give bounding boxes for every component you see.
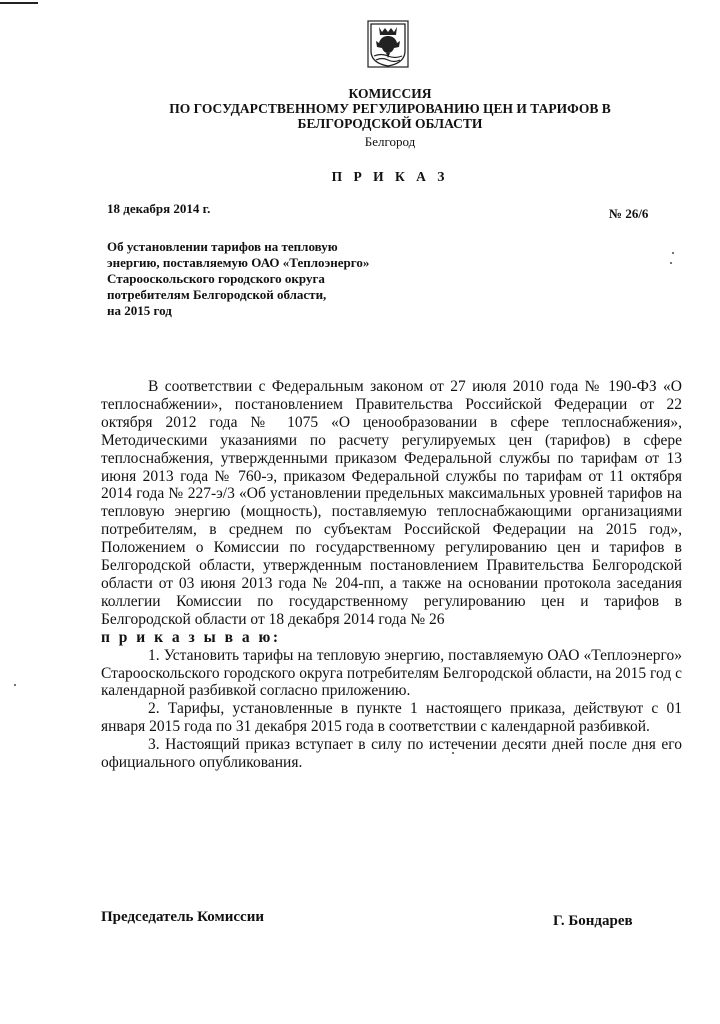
order-word: п р и к а з ы в а ю:	[101, 628, 281, 646]
scan-speck	[14, 684, 16, 686]
document-date: 18 декабря 2014 г.	[107, 201, 211, 216]
subject-line: на 2015 год	[107, 303, 172, 318]
document-body	[101, 378, 682, 772]
scan-artifact	[0, 2, 38, 4]
subject-line: Старооскольского городского округа	[107, 271, 325, 286]
commission-title	[100, 86, 680, 131]
order-item: 3. Настоящий приказ вступает в силу по истечении десяти дней после дня его официального опубликования.	[101, 736, 682, 772]
subject-line: потребителям Белгородской области,	[107, 287, 327, 302]
city-label: Белгород	[364, 134, 416, 149]
document-subject	[107, 239, 437, 319]
subject-line: энергию, поставляемую ОАО «Теплоэнерго»	[107, 255, 370, 270]
title-line: БЕЛГОРОДСКОЙ ОБЛАСТИ	[297, 116, 483, 131]
subject-line: Об установлении тарифов на тепловую	[107, 239, 338, 254]
coat-of-arms-icon	[367, 20, 409, 68]
title-line: ПО ГОСУДАРСТВЕННОМУ РЕГУЛИРОВАНИЮ ЦЕН И ТАРИФОВ В	[169, 101, 611, 116]
title-line: КОМИССИЯ	[348, 86, 432, 101]
document-number: № 26/6	[609, 206, 649, 221]
document-type: П Р И К А З	[331, 169, 449, 184]
preamble-paragraph: В соответствии с Федеральным законом от 27 июля 2010 года № 190-ФЗ «О теплоснабжении», постановлением Правительства Российской Федерации от 22 октября 2012 года № 1075 «О ценообразовании в сфере теплоснабжения», Методическими указаниями по расчету регулируемых цен (тарифов) в сфере теплоснабжения, утвержденными приказом Федеральной службы по тарифам от 13 июня 2013 года № 760-э, приказом Федеральной службы по тарифам от 11 октября 2014 года № 227-э/3 «Об установлении предельных максимальных уровней тарифов на тепловую энергию (мощность), поставляемую теплоснабжающими организациями потребителям, в среднем по субъектам Российской Федерации на 2015 год», Положением о Комиссии по государственному регулированию цен и тарифов в Белгородской области, утвержденным постановлением Правительства Белгородской области от 03 июня 2013 года № 204-пп, а также на основании протокола заседания коллегии Комиссии по государственному регулированию цен и тарифов в Белгородской области от 18 декабря 2014 года № 26	[101, 378, 682, 628]
order-item: 2. Тарифы, установленные в пункте 1 настоящего приказа, действуют с 01 января 2015 года по 31 декабря 2015 года в соответствии с календарной разбивкой.	[101, 700, 682, 736]
scan-speck	[672, 252, 674, 254]
signatory-name: Г. Бондарев	[553, 913, 633, 929]
order-item: 1. Установить тарифы на тепловую энергию, поставляемую ОАО «Теплоэнерго» Старооскольского городского округа потребителям Белгородской области, на 2015 год с календарной разбивкой согласно приложению.	[101, 646, 682, 700]
signatory-position: Председатель Комиссии	[101, 909, 264, 925]
scan-speck	[670, 262, 672, 264]
